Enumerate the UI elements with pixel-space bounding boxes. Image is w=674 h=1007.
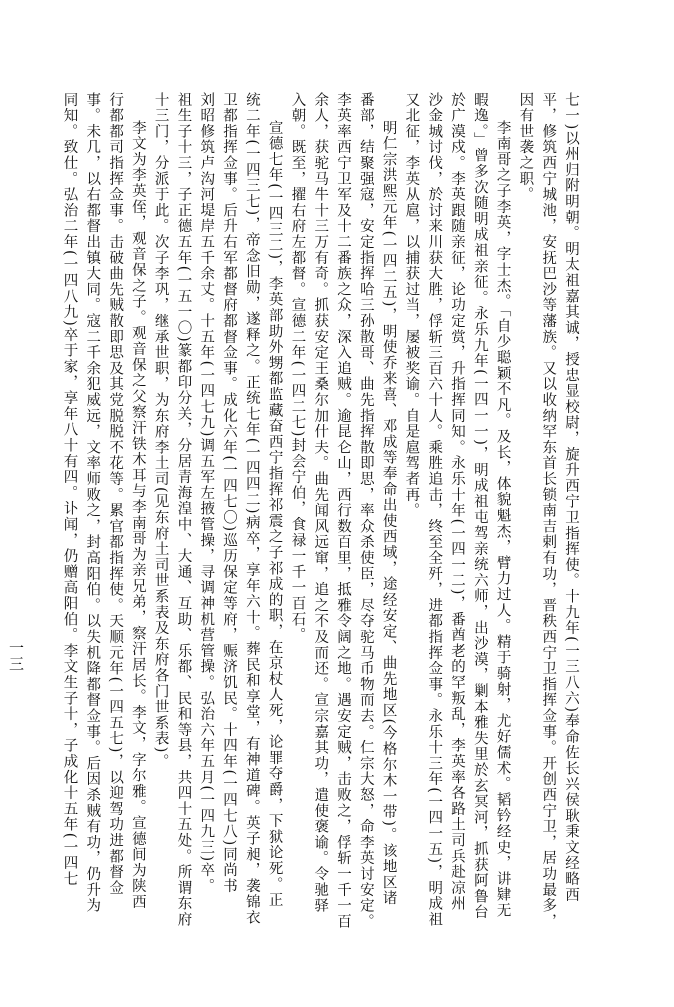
text-column: 事。未几，以右都督出镇大同。寇二千余犯威远，文率师败之，封高阳伯。以失机降都督佥事。后因杀贼有功，仍升为 [84, 92, 101, 914]
text-column: 同知。致仕。弘治二年(一四八九)卒于家，享年八十有四。讣闻，仍赠高阳伯。李文生子十，子成化十五年(一四七 [61, 92, 78, 888]
text-column: 沙金城讨伐，於讨来川获大胜，俘斩三百六十人。乘胜追击，终至全歼，进都指挥佥事。永乐十三年(一四一五)，明成祖 [426, 92, 443, 928]
text-column: 李文为李英侄，观音保之子。观音保之父察汗铁木耳与李南哥为亲兄弟，察汗居长。李文，字尔雅。宣德间为陕西 [129, 120, 146, 910]
text-column: 番部，结聚强寇，安定指挥哈三孙散哥、曲先指挥散即思，率众杀使臣，尽夺驼马币物而去。仁宗大怒，命李英讨安定。 [357, 92, 374, 930]
text-column: 行都都司指挥佥事。击破曲先贼散即思及其党脱脱不花等。累官都指挥使。天顺元年(一四五七)，以迎驾功进都督佥 [107, 92, 124, 896]
text-column: 刘昭修筑卢沟河堤岸五千余丈。十五年(一四七九)调五军左掖管操，寻调神机营管操。弘治六年五月(一四九三)卒。 [198, 92, 215, 895]
text-column: 於广漠戍。李英跟随亲征，论功定赏，升指挥同知。永乐十年(一四一二)，番酋老的罕叛乱，李英率各路土司兵赴凉州 [449, 92, 466, 912]
text-column: 统二年(一四三七)，帝念旧勋，遂释之。正统七年(一四四二)病卒，享年六十。葬民和享堂，有神道碑。英子昶，袭锦衣 [243, 92, 260, 926]
text-column: 七一)以州归附明朝。明太祖嘉其诚，授忠显校尉，旋升西宁卫指挥使。十九年(一三八六)奉命佐长兴侯耿秉文经略西 [563, 92, 579, 903]
text-column: 平，修筑西宁城池，安抚巴沙等藩族。又以收纳罕东首长锁南吉剌有功，晋秩西宁卫指挥佥事。开创西宁卫，居功最多， [540, 92, 557, 930]
page-number: 一三 [7, 640, 25, 672]
text-column: 暇逸。」曾多次随明成祖亲征。永乐九年(一四一一)，明成祖屯驾亲统六师，出沙漠，剿本雅失里於玄冥河，抓获阿鲁台 [471, 92, 488, 921]
text-column: 祖生子十三，子正德五年(一五一〇)篆都印分关，分居青海湟中、大通、互助、乐都、民和等县，共四十五处。所谓东府 [175, 92, 192, 928]
text-column: 因有世袭之职。 [517, 92, 534, 203]
text-column: 入朝。既至，擢右府左都督。宣德二年(一四二七)封会宁伯，食禄一千一百石。 [289, 92, 306, 644]
text-column: 李英率西宁卫军及十二番族之众，深入追贼。逾昆仑山，西行数百里，抵雅令阔之地。遇安定贼，击败之，俘斩一千一百 [335, 92, 352, 930]
text-column: 卫都指挥佥事。后升右军都督府都督佥事。成化六年(一四七〇)巡历保定等府，赈济饥民。十四年(一四七八)同尚书 [221, 92, 238, 895]
text-column: 明仁宗洪熙元年(一四二五)，明使乔来喜、邓成等奉命出使西域，途经安定、曲先地区(今格尔木一带)。该地区诸 [380, 120, 397, 907]
text-column: 李南哥之子李英，字士杰。「自少聪颖不凡。及长，体貌魁杰，臂力过人。精于骑射，尤好儒术。韬钤经史，讲肄无 [494, 120, 511, 919]
body-text [58, 92, 582, 932]
text-column: 又北征，李英从扈，以捕获过当，屡被奖谕。自是扈驾者再。 [403, 92, 420, 519]
text-column: 宣德七年(一四三二)，李英部助外甥都监藏奋西宁指挥祁震之子祁成的职，在京杖人死，论罪夺爵，下狱论死。正 [266, 120, 283, 909]
text-column: 余人，获驼马牛十三万有奇。抓获安定王桑尔加什夫。曲先闻风远窜，追之不及而还。宣宗嘉其功，遣使褒谕。令驰驿 [312, 92, 329, 914]
text-column: 十三门，分派于此。次子李巩，继承世职，为东府李土司(见东府土司世系表及东府各门世系表)。 [152, 92, 169, 770]
